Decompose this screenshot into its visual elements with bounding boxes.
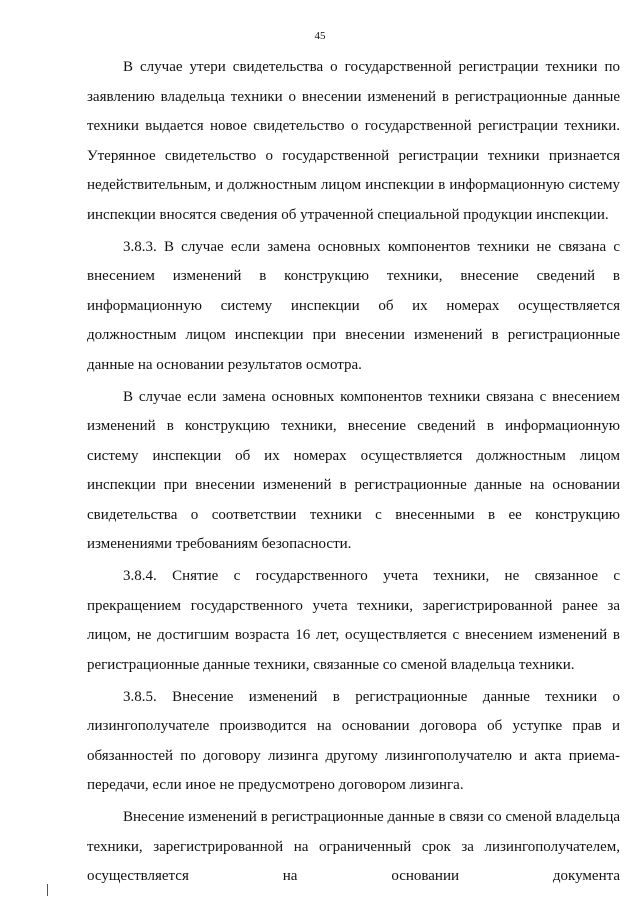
scan-artifact xyxy=(47,884,48,896)
paragraph-lost-certificate: В случае утери свидетельства о государственной регистрации техники по заявлению владельца техники о внесении изменений в регистрационные данные техники выдается новое свидетельство о государственной регистрации техники. Утерянное свидетельство о государственной регистрации техники признается недействительным, и должностным лицом инспекции в информационную систему инспекции вносятся сведения об утраченной специальной продукции инспекции. xyxy=(87,59,620,223)
document-body xyxy=(87,53,620,894)
paragraph-leasing-owner-change: Внесение изменений в регистрационные данные в связи со сменой владельца техники, зарегистрированной на ограниченный срок за лизингополучателем, осуществляется на основании документа xyxy=(87,809,620,884)
paragraph-component-replacement: В случае если замена основных компонентов техники связана с внесением изменений в конструкцию техники, внесение сведений в информационную систему инспекции об их номерах осуществляется должностным лицом инспекции при внесении изменений в регистрационные данные на основании свидетельства о соответствии техники с внесенными в ее конструкцию изменениями требованиям безопасности. xyxy=(87,388,620,552)
paragraph-3-8-3: 3.8.3. В случае если замена основных компонентов техники не связана с внесением изменений в конструкцию техники, внесение сведений в информационную систему инспекции об их номерах осуществляется должностным лицом инспекции при внесении изменений в регистрационные данные на основании результатов осмотра. xyxy=(87,238,620,373)
paragraph-3-8-4: 3.8.4. Снятие с государственного учета техники, не связанное с прекращением государственного учета техники, зарегистрированной ранее за лицом, не достигшим возраста 16 лет, осуществляется с внесением изменений в регистрационные данные техники, связанные со сменой владельца техники. xyxy=(87,568,620,673)
page-number: 45 xyxy=(314,30,326,42)
paragraph-3-8-5: 3.8.5. Внесение изменений в регистрационные данные техники о лизингополучателе производится на основании договора об уступке прав и обязанностей по договору лизинга другому лизингополучателю и акта приема-передачи, если иное не предусмотрено договором лизинга. xyxy=(87,688,620,793)
